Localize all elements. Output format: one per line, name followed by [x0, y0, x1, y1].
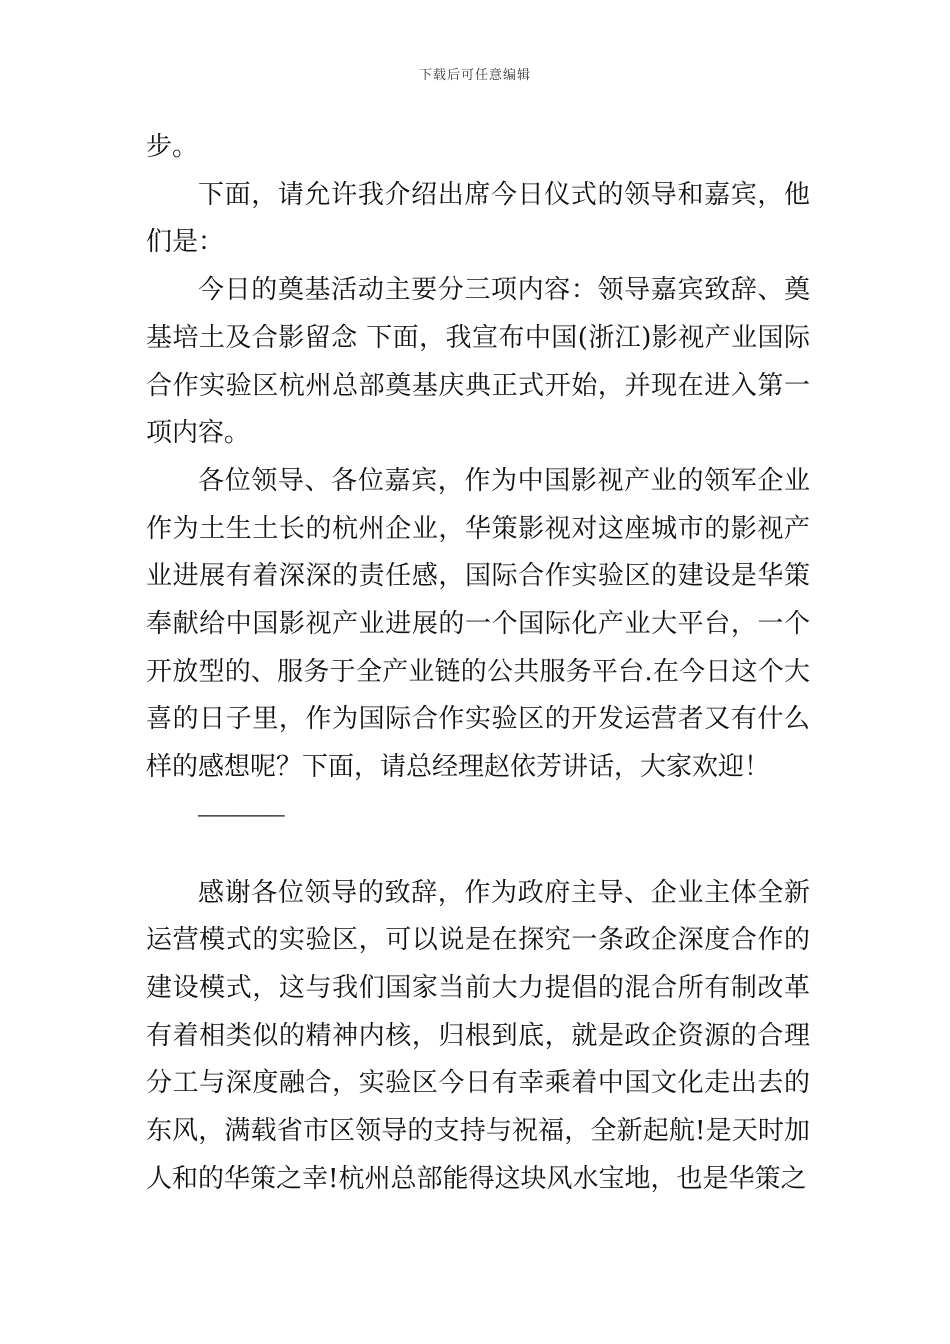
paragraph-thanks: 感谢各位领导的致辞，作为政府主导、企业主体全新运营模式的实验区，可以说是在探究一条政企深度合作的建设模式，这与我们国家当前大力提倡的混合所有制改革有着相类似的精神内核，归根到底，就是政企资源的合理分工与深度融合，实验区今日有幸乘着中国文化走出去的东风，满载省市区领导的支持与祝福，全新起航!是天时加人和的华策之幸!杭州总部能得这块风水宝地，也是华策之 [146, 877, 810, 1194]
paragraph-continuation: 步。 [146, 132, 199, 162]
section-separator: ———————— [198, 804, 285, 826]
paragraph-introduction: 下面，请允许我介绍出席今日仪式的领导和嘉宾，他们是： [146, 179, 810, 258]
page-header: 下载后可任意编辑 [418, 68, 531, 83]
paragraph-host-remarks: 各位领导、各位嘉宾，作为中国影视产业的领军企业作为土生土长的杭州企业，华策影视对这座城市的影视产业进展有着深深的责任感，国际合作实验区的建设是华策奉献给中国影视产业进展的一个国际化产业大平台，一个开放型的、服务于全产业链的公共服务平台.在今日这个大喜的日子里，作为国际合作实验区的开发运营者又有什么样的感想呢？下面，请总经理赵依芳讲话，大家欢迎！ [146, 465, 810, 783]
paragraph-agenda: 今日的奠基活动主要分三项内容：领导嘉宾致辞、奠基培土及合影留念 下面，我宣布中国(浙江)影视产业国际合作实验区杭州总部奠基庆典正式开始，并现在进入第一项内容。 [146, 275, 810, 449]
document-body [146, 124, 810, 1203]
separator-spacer [146, 840, 810, 870]
